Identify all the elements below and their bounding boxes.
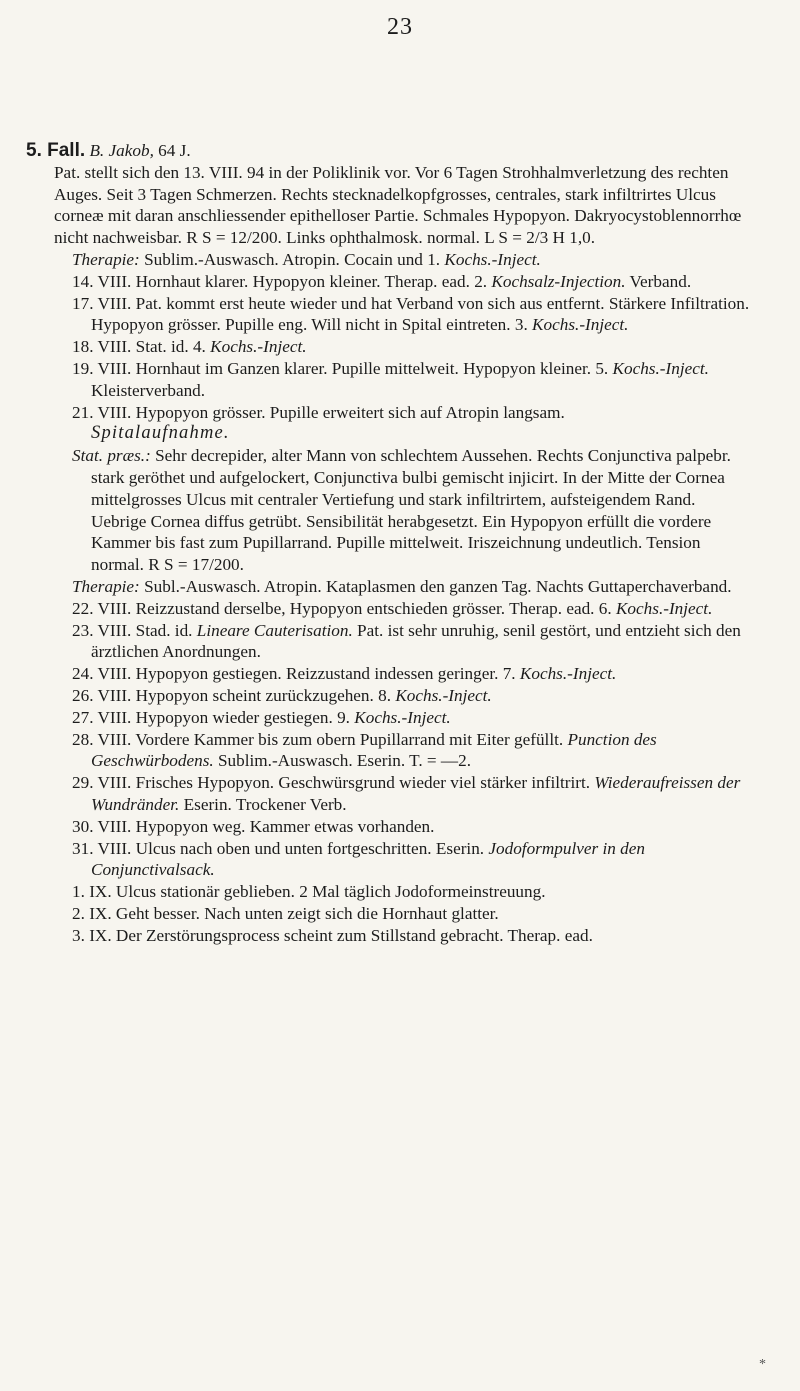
entry-text: Hypopyon gestiegen. Reizzustand indessen geringer. 7. — [135, 664, 516, 684]
entry-italic: Lineare Cauterisation. — [196, 620, 353, 640]
log-entry — [54, 598, 754, 620]
anamnesis: Pat. stellt sich den 13. VIII. 94 in der Poliklinik vor. Vor 6 Tagen Strohhalmverletzung des rechten Auges. Seit 3 Tagen Schmerzen. Rechts stecknadelkopfgrosses, centrales, stark infiltrirtes Ulcus corneæ mit daran anschliessender epithelloser Partie. Schmales Hypopyon. Dakryocystoblennorrhœ nicht nachweisbar. R S = 12/200. Links ophthalmosk. normal. L S = 2/3 H 1,0. — [54, 162, 742, 248]
entry-after: Verband. — [629, 271, 692, 291]
therapy-initial: Therapie: Sublim.-Auswasch. Atropin. Cocain und 1. Kochs.-Inject. — [72, 249, 541, 269]
entry-text: Hypopyon weg. Kammer etwas vorhanden. — [135, 816, 435, 836]
entry-after: Eserin. Trockener Verb. — [183, 794, 347, 814]
entry-date: 28. VIII. — [72, 729, 132, 749]
section-title: Spitalaufnahme. — [91, 423, 230, 444]
entry-date: 17. VIII. — [72, 293, 132, 313]
entry-date: 1. IX. — [72, 882, 112, 902]
log-entry — [54, 402, 754, 424]
entry-date: 26. VIII. — [72, 685, 132, 705]
log-entry — [54, 881, 754, 903]
patient-name: B. Jakob, — [89, 141, 154, 160]
entry-after: Sublim.-Auswasch. Eserin. T. = —2. — [218, 751, 472, 771]
entry-text: Hypopyon grösser. Pupille erweitert sich auf Atropin langsam. — [135, 402, 565, 422]
entry-italic: Kochs.-Inject. — [532, 315, 629, 335]
entry-date: 21. VIII. — [72, 402, 132, 422]
entry-text: Hornhaut klarer. Hypopyon kleiner. Therap. ead. 2. — [135, 271, 488, 291]
entry-italic: Punction des Geschwürbodens. — [91, 729, 657, 771]
entry-after: Pat. ist sehr unruhig, senil gestört, und entzieht sich den ärztlichen Anordnungen. — [91, 620, 741, 662]
entry-italic: Kochs.-Inject. — [210, 337, 307, 357]
log-entry — [54, 772, 754, 816]
entry-date: 29. VIII. — [72, 773, 132, 793]
corner-mark: * — [759, 1357, 766, 1372]
entry-date: 24. VIII. — [72, 664, 132, 684]
entry-date: 27. VIII. — [72, 707, 132, 727]
log-entry — [54, 903, 754, 925]
entry-italic: Kochs.-Inject. — [395, 685, 492, 705]
entry-date: 18. VIII. — [72, 337, 132, 357]
entry-italic: Kochs.-Inject. — [615, 598, 713, 618]
case-label: 5. Fall. — [26, 140, 86, 161]
entry-date: 3. IX. — [72, 925, 112, 945]
status-praesens: Stat. præs.: Sehr decrepider, alter Mann von schlechtem Aussehen. Rechts Conjunctiva palpebr. stark geröthet und aufgelockert, Conjunctiva bulbi gemischt injicirt. In der Mitte der Cornea mittelgrosses Ulcus mit centraler Vertiefung und stark infiltrirtem, aufsteigendem Rand. Uebrige Cornea diffus getrübt. Sensibilität herabgesetzt. Ein Hypopyon erfüllt die vordere Kammer bis fast zum Pupillarrand. Pupille mittelweit. Iriszeichnung undeutlich. Tension normal. R S = 17/200. — [72, 446, 731, 575]
entry-text: Hypopyon scheint zurückzugehen. 8. — [135, 685, 392, 705]
log-entry — [54, 336, 754, 358]
entry-italic: Wiederaufreissen der Wundränder. — [91, 773, 741, 814]
entry-text: Pat. kommt erst heute wieder und hat Verband von sich aus entfernt. Stärkere Infiltration. Hypopyon grösser. Pupille eng. Will nicht in Spital eintreten. 3. — [91, 293, 750, 335]
entry-date: 2. IX. — [72, 903, 112, 923]
log-entry — [54, 707, 754, 729]
entry-text: Reizzustand derselbe, Hypopyon entschieden grösser. Therap. ead. 6. — [135, 598, 612, 618]
entry-italic: Kochs.-Inject. — [519, 664, 617, 684]
log-entry — [54, 729, 754, 773]
log-entry — [54, 358, 754, 402]
entry-date: 14. VIII. — [72, 271, 132, 291]
log-entry — [54, 838, 754, 882]
log-entry — [54, 293, 754, 337]
entry-text: Vordere Kammer bis zum obern Pupillarrand mit Eiter gefüllt. — [135, 729, 564, 749]
entries-outpatient — [54, 271, 754, 424]
log-entry — [54, 620, 754, 664]
log-entry — [54, 685, 754, 707]
entry-date: 23. VIII. — [72, 620, 132, 640]
body-text — [26, 140, 754, 946]
entry-italic: Kochs.-Inject. — [612, 358, 709, 378]
entry-text: Hornhaut im Ganzen klarer. Pupille mittelweit. Hypopyon kleiner. 5. — [135, 358, 609, 378]
log-entry — [54, 271, 754, 293]
entry-date: 19. VIII. — [72, 358, 132, 378]
entry-text: Ulcus nach oben und unten fortgeschritten. Eserin. — [135, 838, 485, 858]
entry-text: Ulcus stationär geblieben. 2 Mal täglich Jodoformeinstreuung. — [115, 882, 546, 902]
log-entry — [54, 663, 754, 685]
entry-after: Kleisterverband. — [91, 380, 206, 400]
entry-text: Stat. id. 4. — [135, 337, 206, 357]
page-number: 23 — [387, 14, 413, 40]
entry-italic: Kochs.-Inject. — [354, 707, 451, 727]
entry-date: 31. VIII. — [72, 838, 132, 858]
log-entry — [54, 816, 754, 838]
entry-text: Stad. id. — [135, 620, 193, 640]
entry-text: Hypopyon wieder gestiegen. 9. — [135, 707, 350, 727]
entry-text: Geht besser. Nach unten zeigt sich die Hornhaut glatter. — [115, 903, 499, 923]
entry-italic: Jodoformpulver in den Conjunctivalsack. — [91, 838, 645, 880]
entry-date: 22. VIII. — [72, 598, 132, 618]
entry-text: Der Zerstörungsprocess scheint zum Stillstand gebracht. Therap. ead. — [115, 925, 593, 945]
entry-italic: Kochsalz-Injection. — [491, 271, 626, 291]
case-heading — [26, 140, 754, 162]
entries-hospital — [54, 598, 754, 947]
patient-age: 64 J. — [158, 141, 191, 160]
therapy-hospital: Therapie: Subl.-Auswasch. Atropin. Kataplasmen den ganzen Tag. Nachts Guttaperchaverband. — [72, 576, 732, 596]
entry-text: Frisches Hypopyon. Geschwürsgrund wieder viel stärker infiltrirt. — [135, 773, 591, 793]
entry-date: 30. VIII. — [72, 816, 132, 836]
log-entry — [54, 925, 754, 947]
